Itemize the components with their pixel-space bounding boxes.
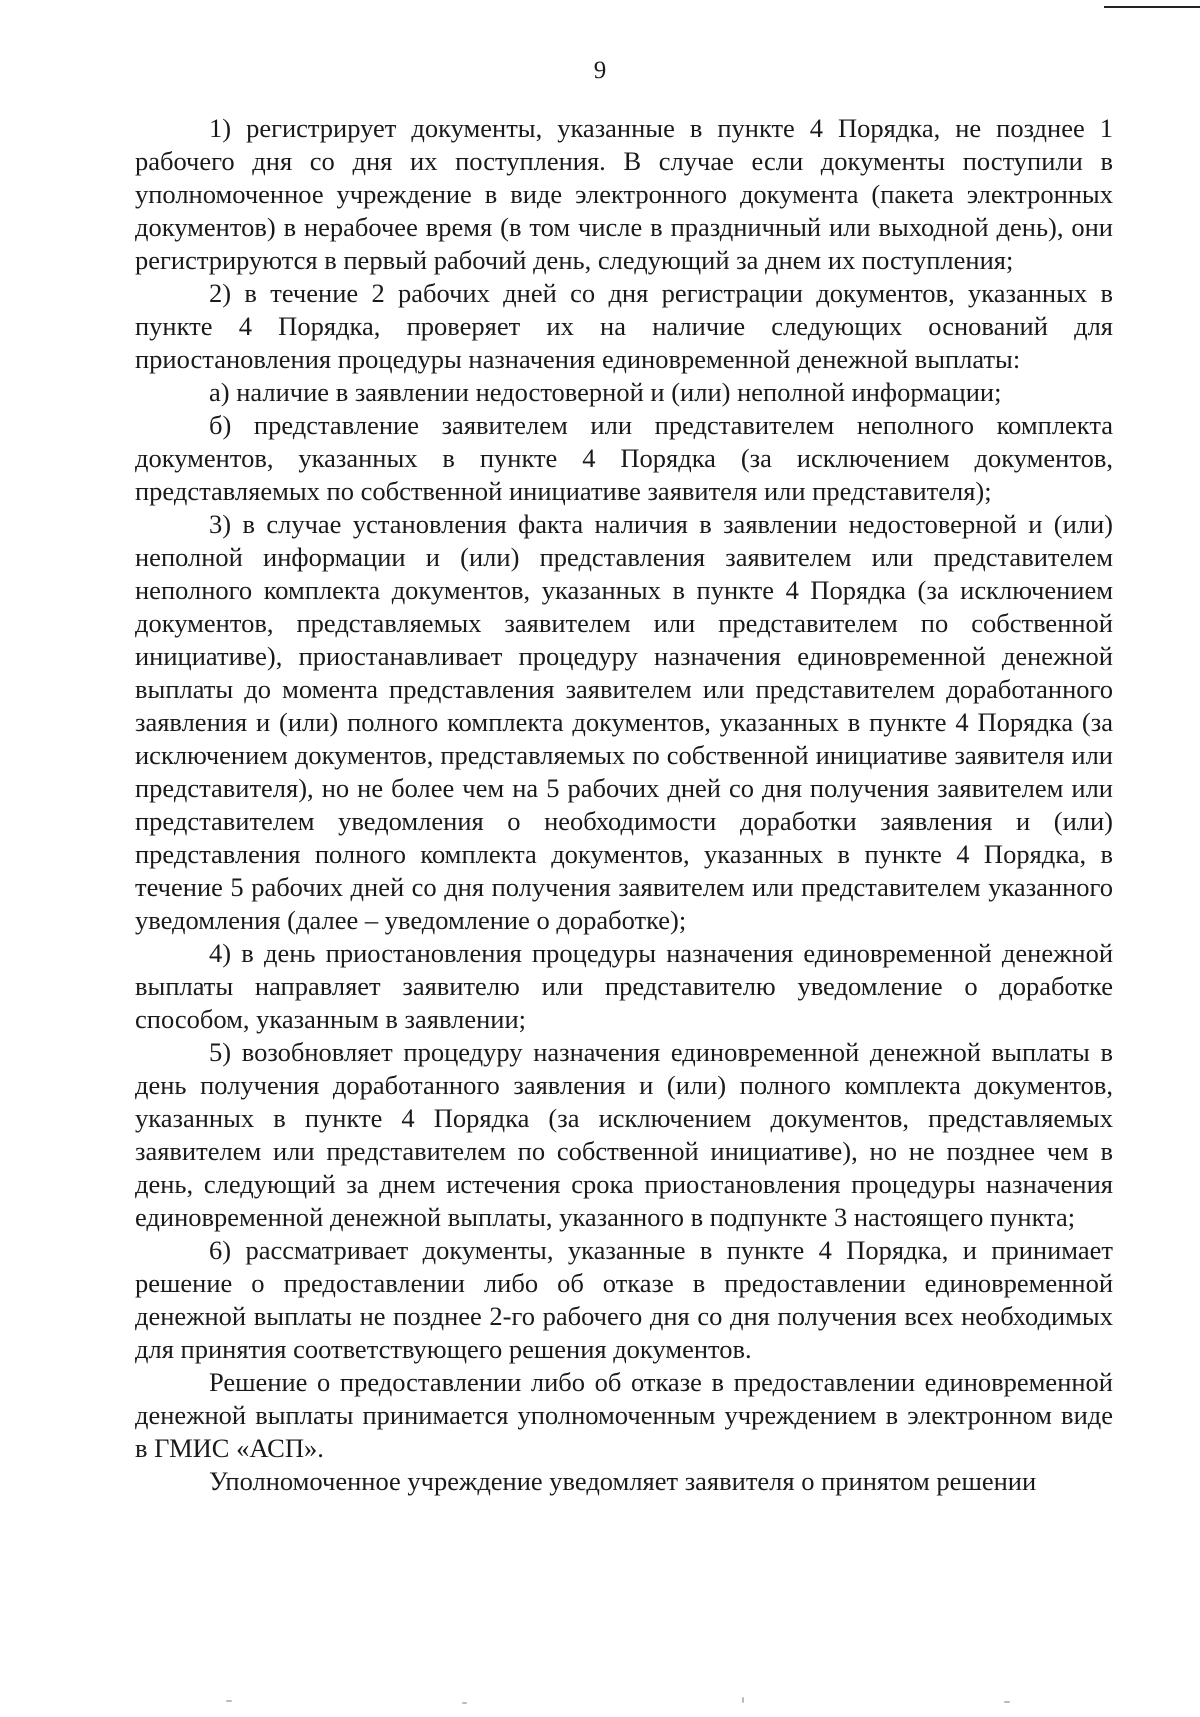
scan-speck — [226, 1700, 232, 1702]
paragraph-item-2a: а) наличие в заявлении недостоверной и (или) неполной информации; — [209, 377, 1002, 407]
paragraph-item-1: 1) регистрирует документы, указанные в пункте 4 Порядка, не позднее 1 рабочего дня со дня их поступления. В случае если документы поступили в уполномоченное учреждение в виде электронного документа (пакета электронных документов) в нерабочее время (в том числе в праздничный или выходной день), они регистрируются в первый рабочий день, следующий за днем их поступления; — [135, 113, 1113, 275]
paragraph-item-2b: б) представление заявителем или представителем неполного комплекта документов, указанных в пункте 4 Порядка (за исключением документов, представляемых по собственной инициативе заявителя или представителя); — [135, 410, 1113, 506]
scan-speck — [742, 1697, 744, 1703]
scan-speck — [1004, 1701, 1010, 1703]
paragraph-decision: Решение о предоставлении либо об отказе в предоставлении единовременной денежной выплаты принимается уполномоченным учреждением в электронном виде в ГМИС «АСП». — [135, 1367, 1113, 1463]
paragraph-item-5: 5) возобновляет процедуру назначения единовременной денежной выплаты в день получения доработанного заявления и (или) полного комплекта документов, указанных в пункте 4 Порядка (за исключением документов, представляемых заявителем или представителем по собственной инициативе), но не позднее чем в день, следующий за днем истечения срока приостановления процедуры назначения единовременной денежной выплаты, указанного в подпункте 3 настоящего пункта; — [135, 1037, 1113, 1232]
scan-edge-mark — [1104, 6, 1200, 8]
paragraph-item-6: 6) рассматривает документы, указанные в пункте 4 Порядка, и принимает решение о предоставлении либо об отказе в предоставлении единовременной денежной выплаты не позднее 2-го рабочего дня со дня получения всех необходимых для принятия соответствующего решения документов. — [135, 1235, 1113, 1364]
document-body — [135, 112, 1113, 1498]
paragraph-item-3: 3) в случае установления факта наличия в заявлении недостоверной и (или) неполной информации и (или) представления заявителем или представителем неполного комплекта документов, указанных в пункте 4 Порядка (за исключением документов, представляемых заявителем или представителем по собственной инициативе), приостанавливает процедуру назначения единовременной денежной выплаты до момента представления заявителем или представителем доработанного заявления и (или) полного комплекта документов, указанных в пункте 4 Порядка (за исключением документов, представляемых по собственной инициативе заявителя или представителя), но не более чем на 5 рабочих дней со дня получения заявителем или представителем уведомления о необходимости доработки заявления и (или) представления полного комплекта документов, указанных в пункте 4 Порядка, в течение 5 рабочих дней со дня получения заявителем или представителем указанного уведомления (далее – уведомление о доработке); — [135, 509, 1113, 935]
paragraph-item-2: 2) в течение 2 рабочих дней со дня регистрации документов, указанных в пункте 4 Порядка, проверяет их на наличие следующих оснований для приостановления процедуры назначения единовременной денежной выплаты: — [135, 278, 1113, 374]
paragraph-item-4: 4) в день приостановления процедуры назначения единовременной денежной выплаты направляет заявителю или представителю уведомление о доработке способом, указанным в заявлении; — [135, 938, 1113, 1034]
page-number: 9 — [593, 57, 607, 84]
scan-speck — [462, 1702, 467, 1704]
paragraph-notification: Уполномоченное учреждение уведомляет заявителя о принятом решении — [209, 1466, 1037, 1496]
